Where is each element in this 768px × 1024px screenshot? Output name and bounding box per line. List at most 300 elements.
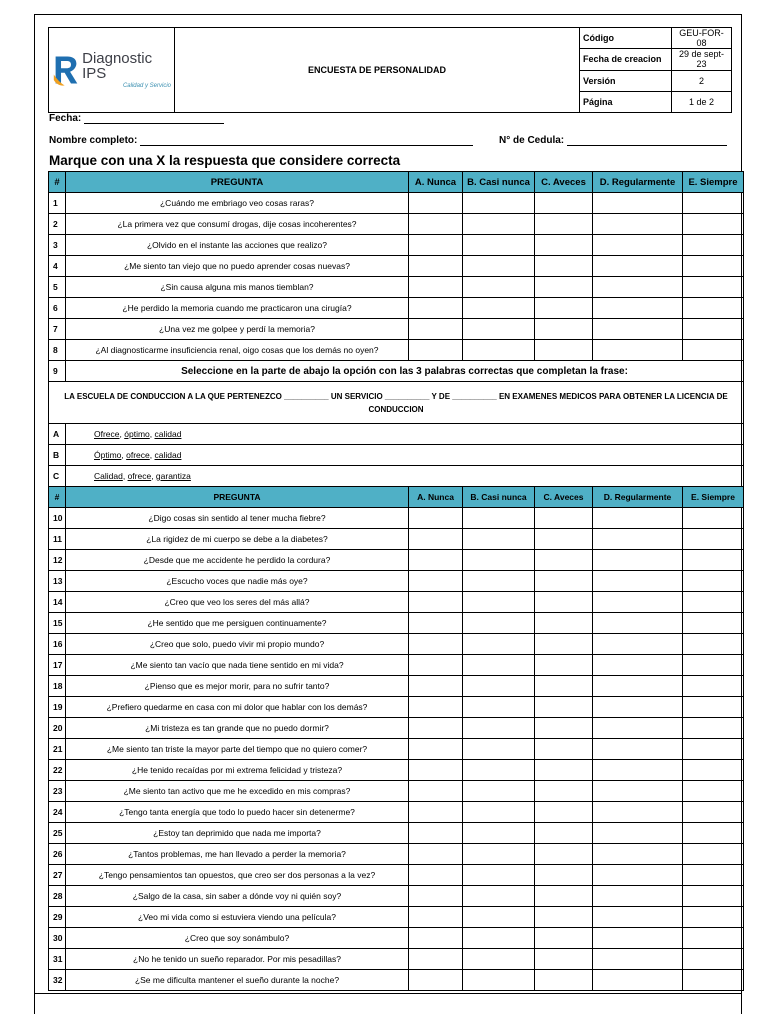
answer-cell-casi-nunca[interactable] bbox=[463, 508, 535, 529]
answer-cell-siempre[interactable] bbox=[683, 235, 744, 256]
answer-cell-nunca[interactable] bbox=[409, 886, 463, 907]
answer-cell-siempre[interactable] bbox=[683, 697, 744, 718]
question-number: 18 bbox=[49, 676, 66, 697]
answer-cell-casi-nunca[interactable] bbox=[463, 907, 535, 928]
answer-cell-aveces[interactable] bbox=[535, 214, 593, 235]
answer-cell-nunca[interactable] bbox=[409, 823, 463, 844]
answer-cell-regularmente[interactable] bbox=[593, 739, 683, 760]
answer-cell-siempre[interactable] bbox=[683, 865, 744, 886]
option-row[interactable] bbox=[49, 466, 744, 487]
instructions: Marque con una X la respuesta que considere correcta bbox=[49, 153, 401, 168]
cedula-line[interactable] bbox=[567, 135, 727, 146]
answer-cell-casi-nunca[interactable] bbox=[463, 298, 535, 319]
answer-cell-casi-nunca[interactable] bbox=[463, 823, 535, 844]
answer-cell-nunca[interactable] bbox=[409, 802, 463, 823]
answer-cell-nunca[interactable] bbox=[409, 634, 463, 655]
question-number: 23 bbox=[49, 781, 66, 802]
question-number: 16 bbox=[49, 634, 66, 655]
nombre-line[interactable] bbox=[140, 135, 473, 146]
question-text: ¿He sentido que me persiguen continuamente? bbox=[66, 613, 409, 634]
answer-cell-aveces[interactable] bbox=[535, 613, 593, 634]
table-row bbox=[49, 340, 744, 361]
question-number: 29 bbox=[49, 907, 66, 928]
answer-cell-aveces[interactable] bbox=[535, 865, 593, 886]
question-text: ¿Estoy tan deprimido que nada me importa? bbox=[66, 823, 409, 844]
answer-cell-casi-nunca[interactable] bbox=[463, 865, 535, 886]
option-word: Calidad bbox=[94, 471, 123, 481]
question-text: ¿Veo mi vida como si estuviera viendo una película? bbox=[66, 907, 409, 928]
answer-cell-nunca[interactable] bbox=[409, 697, 463, 718]
answer-cell-casi-nunca[interactable] bbox=[463, 718, 535, 739]
answer-cell-nunca[interactable] bbox=[409, 529, 463, 550]
answer-cell-regularmente[interactable] bbox=[593, 865, 683, 886]
answer-cell-regularmente[interactable] bbox=[593, 256, 683, 277]
answer-cell-regularmente[interactable] bbox=[593, 550, 683, 571]
option-words[interactable]: Ofrece, óptimo, calidad bbox=[66, 424, 744, 445]
question-text: ¿Escucho voces que nadie más oye? bbox=[66, 571, 409, 592]
answer-cell-siempre[interactable] bbox=[683, 277, 744, 298]
answer-cell-regularmente[interactable] bbox=[593, 886, 683, 907]
answer-cell-nunca[interactable] bbox=[409, 718, 463, 739]
question-number: 13 bbox=[49, 571, 66, 592]
answer-cell-siempre[interactable] bbox=[683, 844, 744, 865]
table-row bbox=[49, 382, 744, 424]
question-text: ¿Sin causa alguna mis manos tiemblan? bbox=[66, 277, 409, 298]
answer-cell-casi-nunca[interactable] bbox=[463, 844, 535, 865]
answer-cell-regularmente[interactable] bbox=[593, 277, 683, 298]
answer-cell-casi-nunca[interactable] bbox=[463, 529, 535, 550]
option-letter: C bbox=[49, 466, 66, 487]
question-number: 7 bbox=[49, 319, 66, 340]
logo-tagline: Calidad y Servicio bbox=[122, 83, 171, 89]
answer-cell-siempre[interactable] bbox=[683, 550, 744, 571]
answer-cell-regularmente[interactable] bbox=[593, 592, 683, 613]
answer-cell-nunca[interactable] bbox=[409, 949, 463, 970]
table-header-row bbox=[49, 172, 744, 193]
column-header: # bbox=[49, 487, 66, 508]
answer-cell-regularmente[interactable] bbox=[593, 697, 683, 718]
answer-cell-nunca[interactable] bbox=[409, 970, 463, 991]
answer-cell-aveces[interactable] bbox=[535, 592, 593, 613]
answer-cell-regularmente[interactable] bbox=[593, 676, 683, 697]
answer-cell-nunca[interactable] bbox=[409, 760, 463, 781]
table-row bbox=[49, 235, 744, 256]
fecha-line[interactable] bbox=[84, 113, 224, 124]
answer-cell-aveces[interactable] bbox=[535, 760, 593, 781]
question-number: 28 bbox=[49, 886, 66, 907]
page-footer-divider bbox=[34, 993, 742, 994]
answer-cell-regularmente[interactable] bbox=[593, 634, 683, 655]
answer-cell-aveces[interactable] bbox=[535, 256, 593, 277]
column-header: E. Siempre bbox=[683, 487, 744, 508]
table-row bbox=[49, 676, 744, 697]
answer-cell-casi-nunca[interactable] bbox=[463, 676, 535, 697]
question-text: ¿Prefiero quedarme en casa con mi dolor que hablar con los demás? bbox=[66, 697, 409, 718]
answer-cell-nunca[interactable] bbox=[409, 781, 463, 802]
answer-cell-aveces[interactable] bbox=[535, 697, 593, 718]
question-text: ¿Tengo tanta energía que todo lo puedo hacer sin detenerme? bbox=[66, 802, 409, 823]
column-header: A. Nunca bbox=[409, 487, 463, 508]
answer-cell-regularmente[interactable] bbox=[593, 907, 683, 928]
table-row bbox=[49, 802, 744, 823]
answer-cell-casi-nunca[interactable] bbox=[463, 697, 535, 718]
question-number: 4 bbox=[49, 256, 66, 277]
cedula-field[interactable] bbox=[499, 135, 727, 146]
table-row bbox=[49, 508, 744, 529]
question-text: ¿Se me dificulta mantener el sueño durante la noche? bbox=[66, 970, 409, 991]
option-word: calidad bbox=[154, 429, 182, 439]
answer-cell-casi-nunca[interactable] bbox=[463, 550, 535, 571]
cedula-label: N° de Cedula: bbox=[499, 135, 565, 146]
table-header-row bbox=[49, 487, 744, 508]
answer-cell-casi-nunca[interactable] bbox=[463, 193, 535, 214]
column-header: E. Siempre bbox=[683, 172, 744, 193]
column-header: C. Aveces bbox=[535, 172, 593, 193]
question-text: ¿Me siento tan viejo que no puedo aprender cosas nuevas? bbox=[66, 256, 409, 277]
answer-cell-aveces[interactable] bbox=[535, 550, 593, 571]
column-header: C. Aveces bbox=[535, 487, 593, 508]
question-9-title: Seleccione en la parte de abajo la opción con las 3 palabras correctas que completan la frase: bbox=[66, 361, 744, 382]
answer-cell-nunca[interactable] bbox=[409, 319, 463, 340]
answer-cell-regularmente[interactable] bbox=[593, 760, 683, 781]
question-text: ¿No he tenido un sueño reparador. Por mis pesadillas? bbox=[66, 949, 409, 970]
answer-cell-nunca[interactable] bbox=[409, 550, 463, 571]
answer-cell-aveces[interactable] bbox=[535, 907, 593, 928]
answer-cell-regularmente[interactable] bbox=[593, 298, 683, 319]
answer-cell-aveces[interactable] bbox=[535, 319, 593, 340]
answer-cell-siempre[interactable] bbox=[683, 193, 744, 214]
answer-cell-casi-nunca[interactable] bbox=[463, 256, 535, 277]
answer-cell-aveces[interactable] bbox=[535, 529, 593, 550]
answer-cell-nunca[interactable] bbox=[409, 193, 463, 214]
question-9-sentence: LA ESCUELA DE CONDUCCION A LA QUE PERTENEZCO __________ UN SERVICIO __________ Y DE __________ EN EXAMENES MEDICOS PARA OBTENER LA LICENCIA DE CONDUCCION bbox=[49, 382, 744, 424]
answer-cell-casi-nunca[interactable] bbox=[463, 886, 535, 907]
question-text: ¿La rigidez de mi cuerpo se debe a la diabetes? bbox=[66, 529, 409, 550]
option-word: óptimo bbox=[124, 429, 150, 439]
option-word: Óptimo bbox=[94, 450, 122, 460]
question-text: ¿Tantos problemas, me han llevado a perder la memoria? bbox=[66, 844, 409, 865]
answer-cell-nunca[interactable] bbox=[409, 739, 463, 760]
answer-cell-regularmente[interactable] bbox=[593, 823, 683, 844]
table-row bbox=[49, 571, 744, 592]
answer-cell-nunca[interactable] bbox=[409, 592, 463, 613]
table-row bbox=[49, 907, 744, 928]
answer-cell-casi-nunca[interactable] bbox=[463, 277, 535, 298]
nombre-field[interactable] bbox=[49, 135, 473, 146]
table-row bbox=[49, 655, 744, 676]
answer-cell-casi-nunca[interactable] bbox=[463, 634, 535, 655]
document-page bbox=[34, 14, 742, 1014]
question-number: 1 bbox=[49, 193, 66, 214]
answer-cell-aveces[interactable] bbox=[535, 193, 593, 214]
answer-cell-aveces[interactable] bbox=[535, 676, 593, 697]
answer-cell-regularmente[interactable] bbox=[593, 844, 683, 865]
answer-cell-regularmente[interactable] bbox=[593, 235, 683, 256]
column-header: PREGUNTA bbox=[66, 487, 409, 508]
question-text: ¿Al diagnosticarme insuficiencia renal, oigo cosas que los demás no oyen? bbox=[66, 340, 409, 361]
logo bbox=[52, 28, 171, 112]
answer-cell-regularmente[interactable] bbox=[593, 529, 683, 550]
answer-cell-nunca[interactable] bbox=[409, 340, 463, 361]
question-text: ¿He perdido la memoria cuando me practicaron una cirugía? bbox=[66, 298, 409, 319]
answer-cell-casi-nunca[interactable] bbox=[463, 571, 535, 592]
fecha-label: Fecha: bbox=[49, 113, 82, 124]
answer-cell-siempre[interactable] bbox=[683, 739, 744, 760]
question-number: 20 bbox=[49, 718, 66, 739]
answer-cell-nunca[interactable] bbox=[409, 844, 463, 865]
question-text: ¿Cuándo me embriago veo cosas raras? bbox=[66, 193, 409, 214]
option-word: Ofrece bbox=[94, 429, 120, 439]
answer-cell-regularmente[interactable] bbox=[593, 508, 683, 529]
question-text: ¿Creo que solo, puedo vivir mi propio mundo? bbox=[66, 634, 409, 655]
answer-cell-regularmente[interactable] bbox=[593, 214, 683, 235]
answer-cell-siempre[interactable] bbox=[683, 613, 744, 634]
answer-cell-regularmente[interactable] bbox=[593, 571, 683, 592]
table-row bbox=[49, 739, 744, 760]
diagnostic-ips-logo-icon bbox=[52, 51, 79, 89]
option-word: ofrece bbox=[127, 471, 152, 481]
answer-cell-siempre[interactable] bbox=[683, 634, 744, 655]
answer-cell-nunca[interactable] bbox=[409, 298, 463, 319]
answer-cell-siempre[interactable] bbox=[683, 886, 744, 907]
answer-cell-nunca[interactable] bbox=[409, 865, 463, 886]
answer-cell-nunca[interactable] bbox=[409, 571, 463, 592]
column-header: PREGUNTA bbox=[66, 172, 409, 193]
answer-cell-casi-nunca[interactable] bbox=[463, 781, 535, 802]
answer-cell-aveces[interactable] bbox=[535, 781, 593, 802]
question-text: ¿Mi tristeza es tan grande que no puedo dormir? bbox=[66, 718, 409, 739]
answer-cell-regularmente[interactable] bbox=[593, 193, 683, 214]
table-row bbox=[49, 970, 744, 991]
answer-cell-aveces[interactable] bbox=[535, 844, 593, 865]
question-number: 21 bbox=[49, 739, 66, 760]
answer-cell-casi-nunca[interactable] bbox=[463, 214, 535, 235]
question-text: ¿Me siento tan activo que me he excedido en mis compras? bbox=[66, 781, 409, 802]
answer-cell-aveces[interactable] bbox=[535, 739, 593, 760]
table-row bbox=[49, 319, 744, 340]
fecha-field[interactable] bbox=[49, 113, 224, 124]
questionnaire-table bbox=[48, 171, 744, 991]
table-row bbox=[49, 781, 744, 802]
answer-cell-aveces[interactable] bbox=[535, 298, 593, 319]
answer-cell-casi-nunca[interactable] bbox=[463, 319, 535, 340]
answer-cell-casi-nunca[interactable] bbox=[463, 928, 535, 949]
question-text: ¿Me siento tan triste la mayor parte del tiempo que no quiero comer? bbox=[66, 739, 409, 760]
column-header: D. Regularmente bbox=[593, 172, 683, 193]
answer-cell-aveces[interactable] bbox=[535, 886, 593, 907]
option-row[interactable] bbox=[49, 445, 744, 466]
table-row bbox=[49, 718, 744, 739]
question-number: 8 bbox=[49, 340, 66, 361]
table-row bbox=[49, 214, 744, 235]
answer-cell-siempre[interactable] bbox=[683, 760, 744, 781]
answer-cell-casi-nunca[interactable] bbox=[463, 592, 535, 613]
answer-cell-regularmente[interactable] bbox=[593, 340, 683, 361]
meta-value: GEU-FOR-08 bbox=[672, 28, 732, 49]
answer-cell-nunca[interactable] bbox=[409, 235, 463, 256]
answer-cell-nunca[interactable] bbox=[409, 613, 463, 634]
question-text: ¿Desde que me accidente he perdido la cordura? bbox=[66, 550, 409, 571]
column-header: B. Casi nunca bbox=[463, 172, 535, 193]
option-letter: B bbox=[49, 445, 66, 466]
table-row bbox=[49, 760, 744, 781]
table-row bbox=[49, 256, 744, 277]
question-text: ¿Creo que soy sonámbulo? bbox=[66, 928, 409, 949]
question-number: 32 bbox=[49, 970, 66, 991]
option-words[interactable]: Calidad, ofrece, garantiza bbox=[66, 466, 744, 487]
answer-cell-siempre[interactable] bbox=[683, 907, 744, 928]
table-row bbox=[49, 823, 744, 844]
question-number: 6 bbox=[49, 298, 66, 319]
answer-cell-casi-nunca[interactable] bbox=[463, 760, 535, 781]
answer-cell-casi-nunca[interactable] bbox=[463, 739, 535, 760]
answer-cell-aveces[interactable] bbox=[535, 277, 593, 298]
answer-cell-siempre[interactable] bbox=[683, 718, 744, 739]
answer-cell-regularmente[interactable] bbox=[593, 781, 683, 802]
answer-cell-siempre[interactable] bbox=[683, 508, 744, 529]
answer-cell-siempre[interactable] bbox=[683, 802, 744, 823]
question-text: ¿Me siento tan vacío que nada tiene sentido en mi vida? bbox=[66, 655, 409, 676]
document-title: ENCUESTA DE PERSONALIDAD bbox=[175, 28, 580, 113]
table-row bbox=[49, 697, 744, 718]
answer-cell-aveces[interactable] bbox=[535, 235, 593, 256]
answer-cell-casi-nunca[interactable] bbox=[463, 655, 535, 676]
answer-cell-siempre[interactable] bbox=[683, 781, 744, 802]
answer-cell-nunca[interactable] bbox=[409, 277, 463, 298]
option-word: garantiza bbox=[155, 471, 191, 481]
answer-cell-siempre[interactable] bbox=[683, 655, 744, 676]
answer-cell-aveces[interactable] bbox=[535, 718, 593, 739]
question-text: ¿Salgo de la casa, sin saber a dónde voy ni quién soy? bbox=[66, 886, 409, 907]
answer-cell-aveces[interactable] bbox=[535, 949, 593, 970]
answer-cell-aveces[interactable] bbox=[535, 508, 593, 529]
question-text: ¿Creo que veo los seres del más allá? bbox=[66, 592, 409, 613]
table-row bbox=[49, 193, 744, 214]
meta-label: Código bbox=[580, 28, 672, 49]
question-text: ¿La primera vez que consumí drogas, dije cosas incoherentes? bbox=[66, 214, 409, 235]
question-number: 22 bbox=[49, 760, 66, 781]
answer-cell-regularmente[interactable] bbox=[593, 718, 683, 739]
answer-cell-casi-nunca[interactable] bbox=[463, 613, 535, 634]
answer-cell-casi-nunca[interactable] bbox=[463, 340, 535, 361]
column-header: A. Nunca bbox=[409, 172, 463, 193]
answer-cell-siempre[interactable] bbox=[683, 949, 744, 970]
meta-value: 29 de sept-23 bbox=[672, 49, 732, 70]
question-number: 9 bbox=[49, 361, 66, 382]
column-header: # bbox=[49, 172, 66, 193]
table-row bbox=[49, 928, 744, 949]
answer-cell-aveces[interactable] bbox=[535, 634, 593, 655]
answer-cell-aveces[interactable] bbox=[535, 823, 593, 844]
answer-cell-siempre[interactable] bbox=[683, 592, 744, 613]
question-number: 10 bbox=[49, 508, 66, 529]
question-number: 25 bbox=[49, 823, 66, 844]
question-text: ¿He tenido recaídas por mi extrema felicidad y tristeza? bbox=[66, 760, 409, 781]
meta-label: Página bbox=[580, 91, 672, 112]
answer-cell-aveces[interactable] bbox=[535, 571, 593, 592]
option-letter: A bbox=[49, 424, 66, 445]
answer-cell-nunca[interactable] bbox=[409, 907, 463, 928]
answer-cell-siempre[interactable] bbox=[683, 571, 744, 592]
option-words[interactable]: Óptimo, ofrece, calidad bbox=[66, 445, 744, 466]
table-row bbox=[49, 277, 744, 298]
answer-cell-regularmente[interactable] bbox=[593, 970, 683, 991]
answer-cell-siempre[interactable] bbox=[683, 256, 744, 277]
question-number: 15 bbox=[49, 613, 66, 634]
table-row bbox=[49, 949, 744, 970]
question-text: ¿Tengo pensamientos tan opuestos, que creo ser dos personas a la vez? bbox=[66, 865, 409, 886]
answer-cell-siempre[interactable] bbox=[683, 823, 744, 844]
question-number: 19 bbox=[49, 697, 66, 718]
column-header: D. Regularmente bbox=[593, 487, 683, 508]
question-number: 31 bbox=[49, 949, 66, 970]
answer-cell-casi-nunca[interactable] bbox=[463, 970, 535, 991]
answer-cell-aveces[interactable] bbox=[535, 802, 593, 823]
answer-cell-nunca[interactable] bbox=[409, 256, 463, 277]
answer-cell-casi-nunca[interactable] bbox=[463, 802, 535, 823]
logo-cell bbox=[49, 28, 175, 113]
answer-cell-regularmente[interactable] bbox=[593, 949, 683, 970]
answer-cell-casi-nunca[interactable] bbox=[463, 949, 535, 970]
table-row bbox=[49, 592, 744, 613]
answer-cell-aveces[interactable] bbox=[535, 928, 593, 949]
question-number: 2 bbox=[49, 214, 66, 235]
option-word: ofrece bbox=[126, 450, 150, 460]
answer-cell-siempre[interactable] bbox=[683, 319, 744, 340]
answer-cell-nunca[interactable] bbox=[409, 508, 463, 529]
answer-cell-siempre[interactable] bbox=[683, 529, 744, 550]
table-row bbox=[49, 634, 744, 655]
question-number: 11 bbox=[49, 529, 66, 550]
answer-cell-nunca[interactable] bbox=[409, 214, 463, 235]
question-number: 30 bbox=[49, 928, 66, 949]
answer-cell-regularmente[interactable] bbox=[593, 613, 683, 634]
answer-cell-siempre[interactable] bbox=[683, 676, 744, 697]
question-number: 12 bbox=[49, 550, 66, 571]
option-row[interactable] bbox=[49, 424, 744, 445]
column-header: B. Casi nunca bbox=[463, 487, 535, 508]
answer-cell-regularmente[interactable] bbox=[593, 319, 683, 340]
document-header bbox=[48, 27, 732, 113]
nombre-label: Nombre completo: bbox=[49, 135, 138, 146]
answer-cell-regularmente[interactable] bbox=[593, 655, 683, 676]
meta-value: 2 bbox=[672, 70, 732, 91]
answer-cell-siempre[interactable] bbox=[683, 298, 744, 319]
meta-label: Fecha de creacion bbox=[580, 49, 672, 70]
table-row bbox=[49, 298, 744, 319]
answer-cell-regularmente[interactable] bbox=[593, 802, 683, 823]
answer-cell-aveces[interactable] bbox=[535, 340, 593, 361]
answer-cell-regularmente[interactable] bbox=[593, 928, 683, 949]
answer-cell-casi-nunca[interactable] bbox=[463, 235, 535, 256]
question-text: ¿Olvido en el instante las acciones que realizo? bbox=[66, 235, 409, 256]
table-row bbox=[49, 529, 744, 550]
table-row bbox=[49, 550, 744, 571]
answer-cell-nunca[interactable] bbox=[409, 928, 463, 949]
answer-cell-aveces[interactable] bbox=[535, 655, 593, 676]
logo-name: Diagnostic IPS bbox=[82, 50, 153, 82]
answer-cell-siempre[interactable] bbox=[683, 928, 744, 949]
answer-cell-nunca[interactable] bbox=[409, 655, 463, 676]
question-text: ¿Digo cosas sin sentido al tener mucha fiebre? bbox=[66, 508, 409, 529]
answer-cell-siempre[interactable] bbox=[683, 340, 744, 361]
question-number: 14 bbox=[49, 592, 66, 613]
answer-cell-siempre[interactable] bbox=[683, 970, 744, 991]
table-row bbox=[49, 886, 744, 907]
answer-cell-aveces[interactable] bbox=[535, 970, 593, 991]
answer-cell-nunca[interactable] bbox=[409, 676, 463, 697]
answer-cell-siempre[interactable] bbox=[683, 214, 744, 235]
